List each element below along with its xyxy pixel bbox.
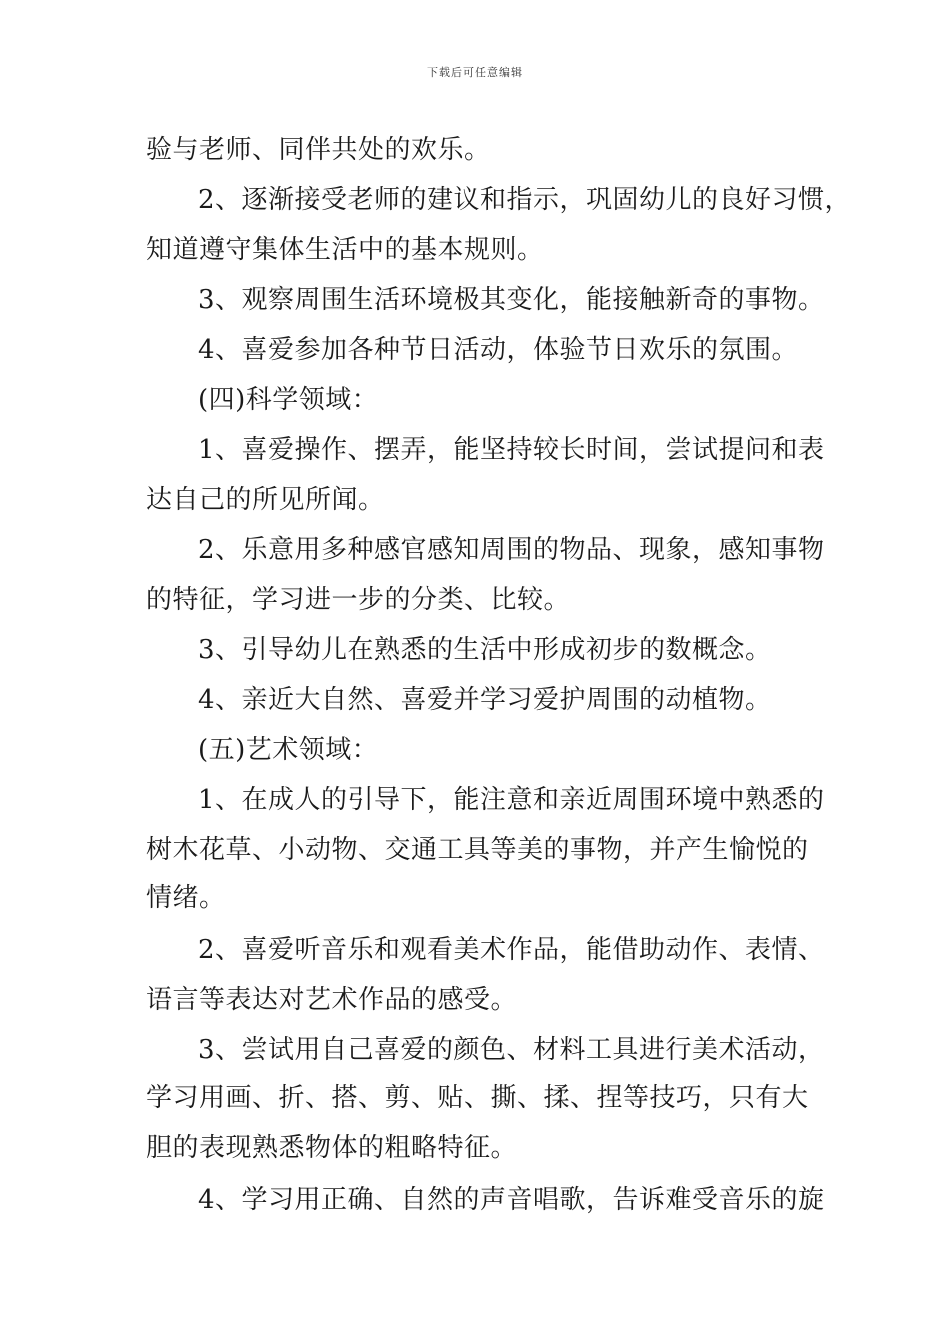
text-line: 2、喜爱听音乐和观看美术作品，能借助动作、表情、 [198, 935, 825, 965]
text-line: 情绪。 [146, 883, 226, 913]
text-line: 语言等表达对艺术作品的感受。 [146, 985, 518, 1015]
text-line: 4、学习用正确、自然的声音唱歌，告诉难受音乐的旋 [198, 1185, 825, 1215]
text-line: 1、在成人的引导下，能注意和亲近周围环境中熟悉的 [198, 785, 825, 815]
text-line: 3、引导幼儿在熟悉的生活中形成初步的数概念。 [198, 635, 772, 665]
text-line: 2、乐意用多种感官感知周围的物品、现象，感知事物 [198, 535, 825, 565]
section-heading: (四)科学领域： [198, 385, 379, 415]
text-line: 达自己的所见所闻。 [146, 485, 385, 515]
text-line: 知道遵守集体生活中的基本规则。 [146, 235, 544, 265]
text-line: 3、观察周围生活环境极其变化，能接触新奇的事物。 [198, 285, 825, 315]
section-heading: (五)艺术领域： [198, 735, 379, 765]
page-header-note: 下载后可任意编辑 [427, 66, 523, 79]
text-line: 树木花草、小动物、交通工具等美的事物，并产生愉悦的 [146, 835, 809, 865]
text-line: 的特征，学习进一步的分类、比较。 [146, 585, 571, 615]
text-line: 学习用画、折、搭、剪、贴、撕、揉、捏等技巧，只有大 [146, 1083, 809, 1113]
text-line: 4、亲近大自然、喜爱并学习爱护周围的动植物。 [198, 685, 772, 715]
text-line: 胆的表现熟悉物体的粗略特征。 [146, 1133, 518, 1163]
text-line: 4、喜爱参加各种节日活动，体验节日欢乐的氛围。 [198, 335, 799, 365]
text-line: 验与老师、同伴共处的欢乐。 [146, 135, 491, 165]
text-line: 1、喜爱操作、摆弄，能坚持较长时间，尝试提问和表 [198, 435, 825, 465]
text-line: 3、尝试用自己喜爱的颜色、材料工具进行美术活动， [198, 1035, 825, 1065]
text-line: 2、逐渐接受老师的建议和指示，巩固幼儿的良好习惯， [198, 185, 852, 215]
